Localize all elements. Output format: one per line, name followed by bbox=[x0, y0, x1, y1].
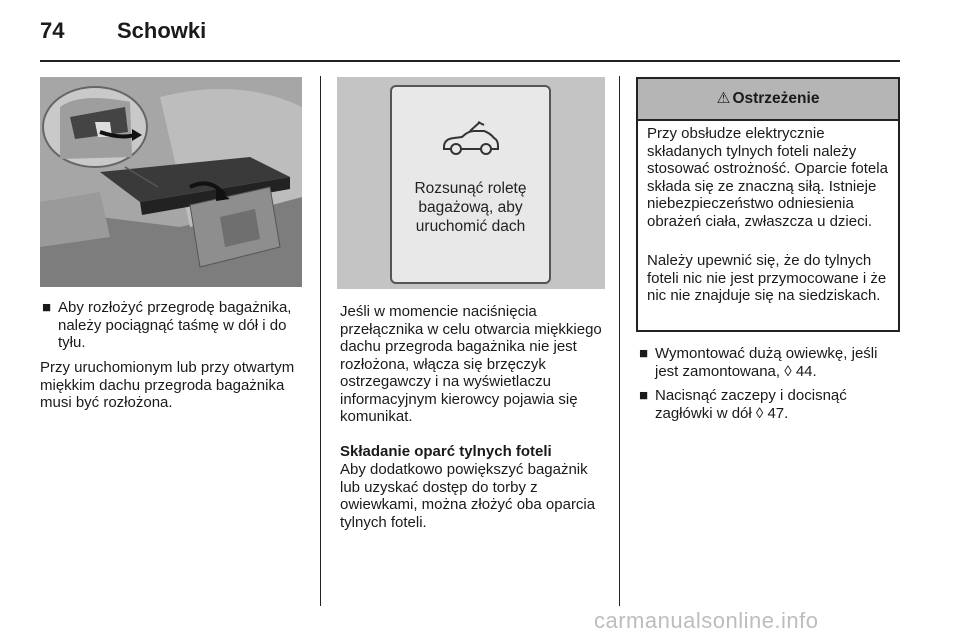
driver-info-display bbox=[390, 85, 551, 284]
trunk-photo bbox=[40, 77, 302, 287]
display-message-line: Rozsunąć roletę bbox=[414, 180, 527, 197]
subheading: Składanie oparć tylnych foteli bbox=[340, 443, 552, 460]
warning-header bbox=[638, 79, 898, 121]
bullet-marker: ■ bbox=[42, 299, 52, 316]
paragraph: Aby dodatkowo powiększyć bagażnik lub uzyskać dostęp do torby z owiewkami, można złożyć oba oparcia tylnych foteli. bbox=[340, 461, 596, 531]
column-divider bbox=[619, 76, 620, 606]
convertible-car-icon bbox=[440, 119, 502, 159]
bullet-marker: ■ bbox=[639, 345, 649, 362]
bullet-text: Wymontować dużą owiewkę, jeśli jest zamontowana, ◊ 44. bbox=[655, 345, 878, 380]
display-message-line: uruchomić dach bbox=[415, 218, 526, 235]
warning-title: Ostrzeżenie bbox=[732, 90, 820, 107]
display-illustration bbox=[337, 77, 605, 289]
column-divider bbox=[320, 76, 321, 606]
page-number: 74 bbox=[40, 18, 65, 43]
display-message bbox=[392, 179, 549, 236]
warning-box bbox=[636, 77, 900, 332]
section-title: Schowki bbox=[117, 18, 207, 43]
warning-triangle-icon: ⚠ bbox=[716, 90, 731, 107]
bullet-marker: ■ bbox=[639, 387, 649, 404]
bullet-text: Nacisnąć zaczepy i docisnąć zagłówki w dół ◊ 47. bbox=[655, 387, 847, 422]
list-item bbox=[639, 345, 904, 380]
header-rule bbox=[40, 60, 900, 62]
watermark: carmanualsonline.info bbox=[594, 608, 819, 633]
list-item bbox=[42, 299, 307, 352]
bullet-text: Aby rozłożyć przegrodę bagażnika, należy pociągnąć taśmę w dół i do tyłu. bbox=[58, 299, 292, 351]
paragraph: Jeśli w momencie naciśnięcia przełącznika w celu otwarcia miękkiego dachu przegroda bagażnika nie jest rozłożona, włącza się brzęczyk ostrzegawczy i na wyświetlaczu informacyjnym kierowcy pojawia się komunikat. bbox=[340, 303, 602, 425]
paragraph: Przy uruchomionym lub przy otwartym miękkim dachu przegroda bagażnika musi być rozłożona. bbox=[40, 359, 295, 411]
warning-paragraph: Przy obsłudze elektrycznie składanych tylnych foteli należy stosować ostrożność. Oparcie fotela składa się ze znaczną siłą. Istnieje niebezpieczeństwo odniesienia obrażeń ciała, zwłaszcza u dzieci. bbox=[647, 125, 888, 230]
display-message-line: bagażową, aby bbox=[418, 199, 523, 216]
list-item bbox=[639, 387, 904, 422]
warning-paragraph: Należy upewnić się, że do tylnych foteli nic nie jest przymocowane i że nic nie znajduje się na siedziskach. bbox=[647, 252, 887, 304]
